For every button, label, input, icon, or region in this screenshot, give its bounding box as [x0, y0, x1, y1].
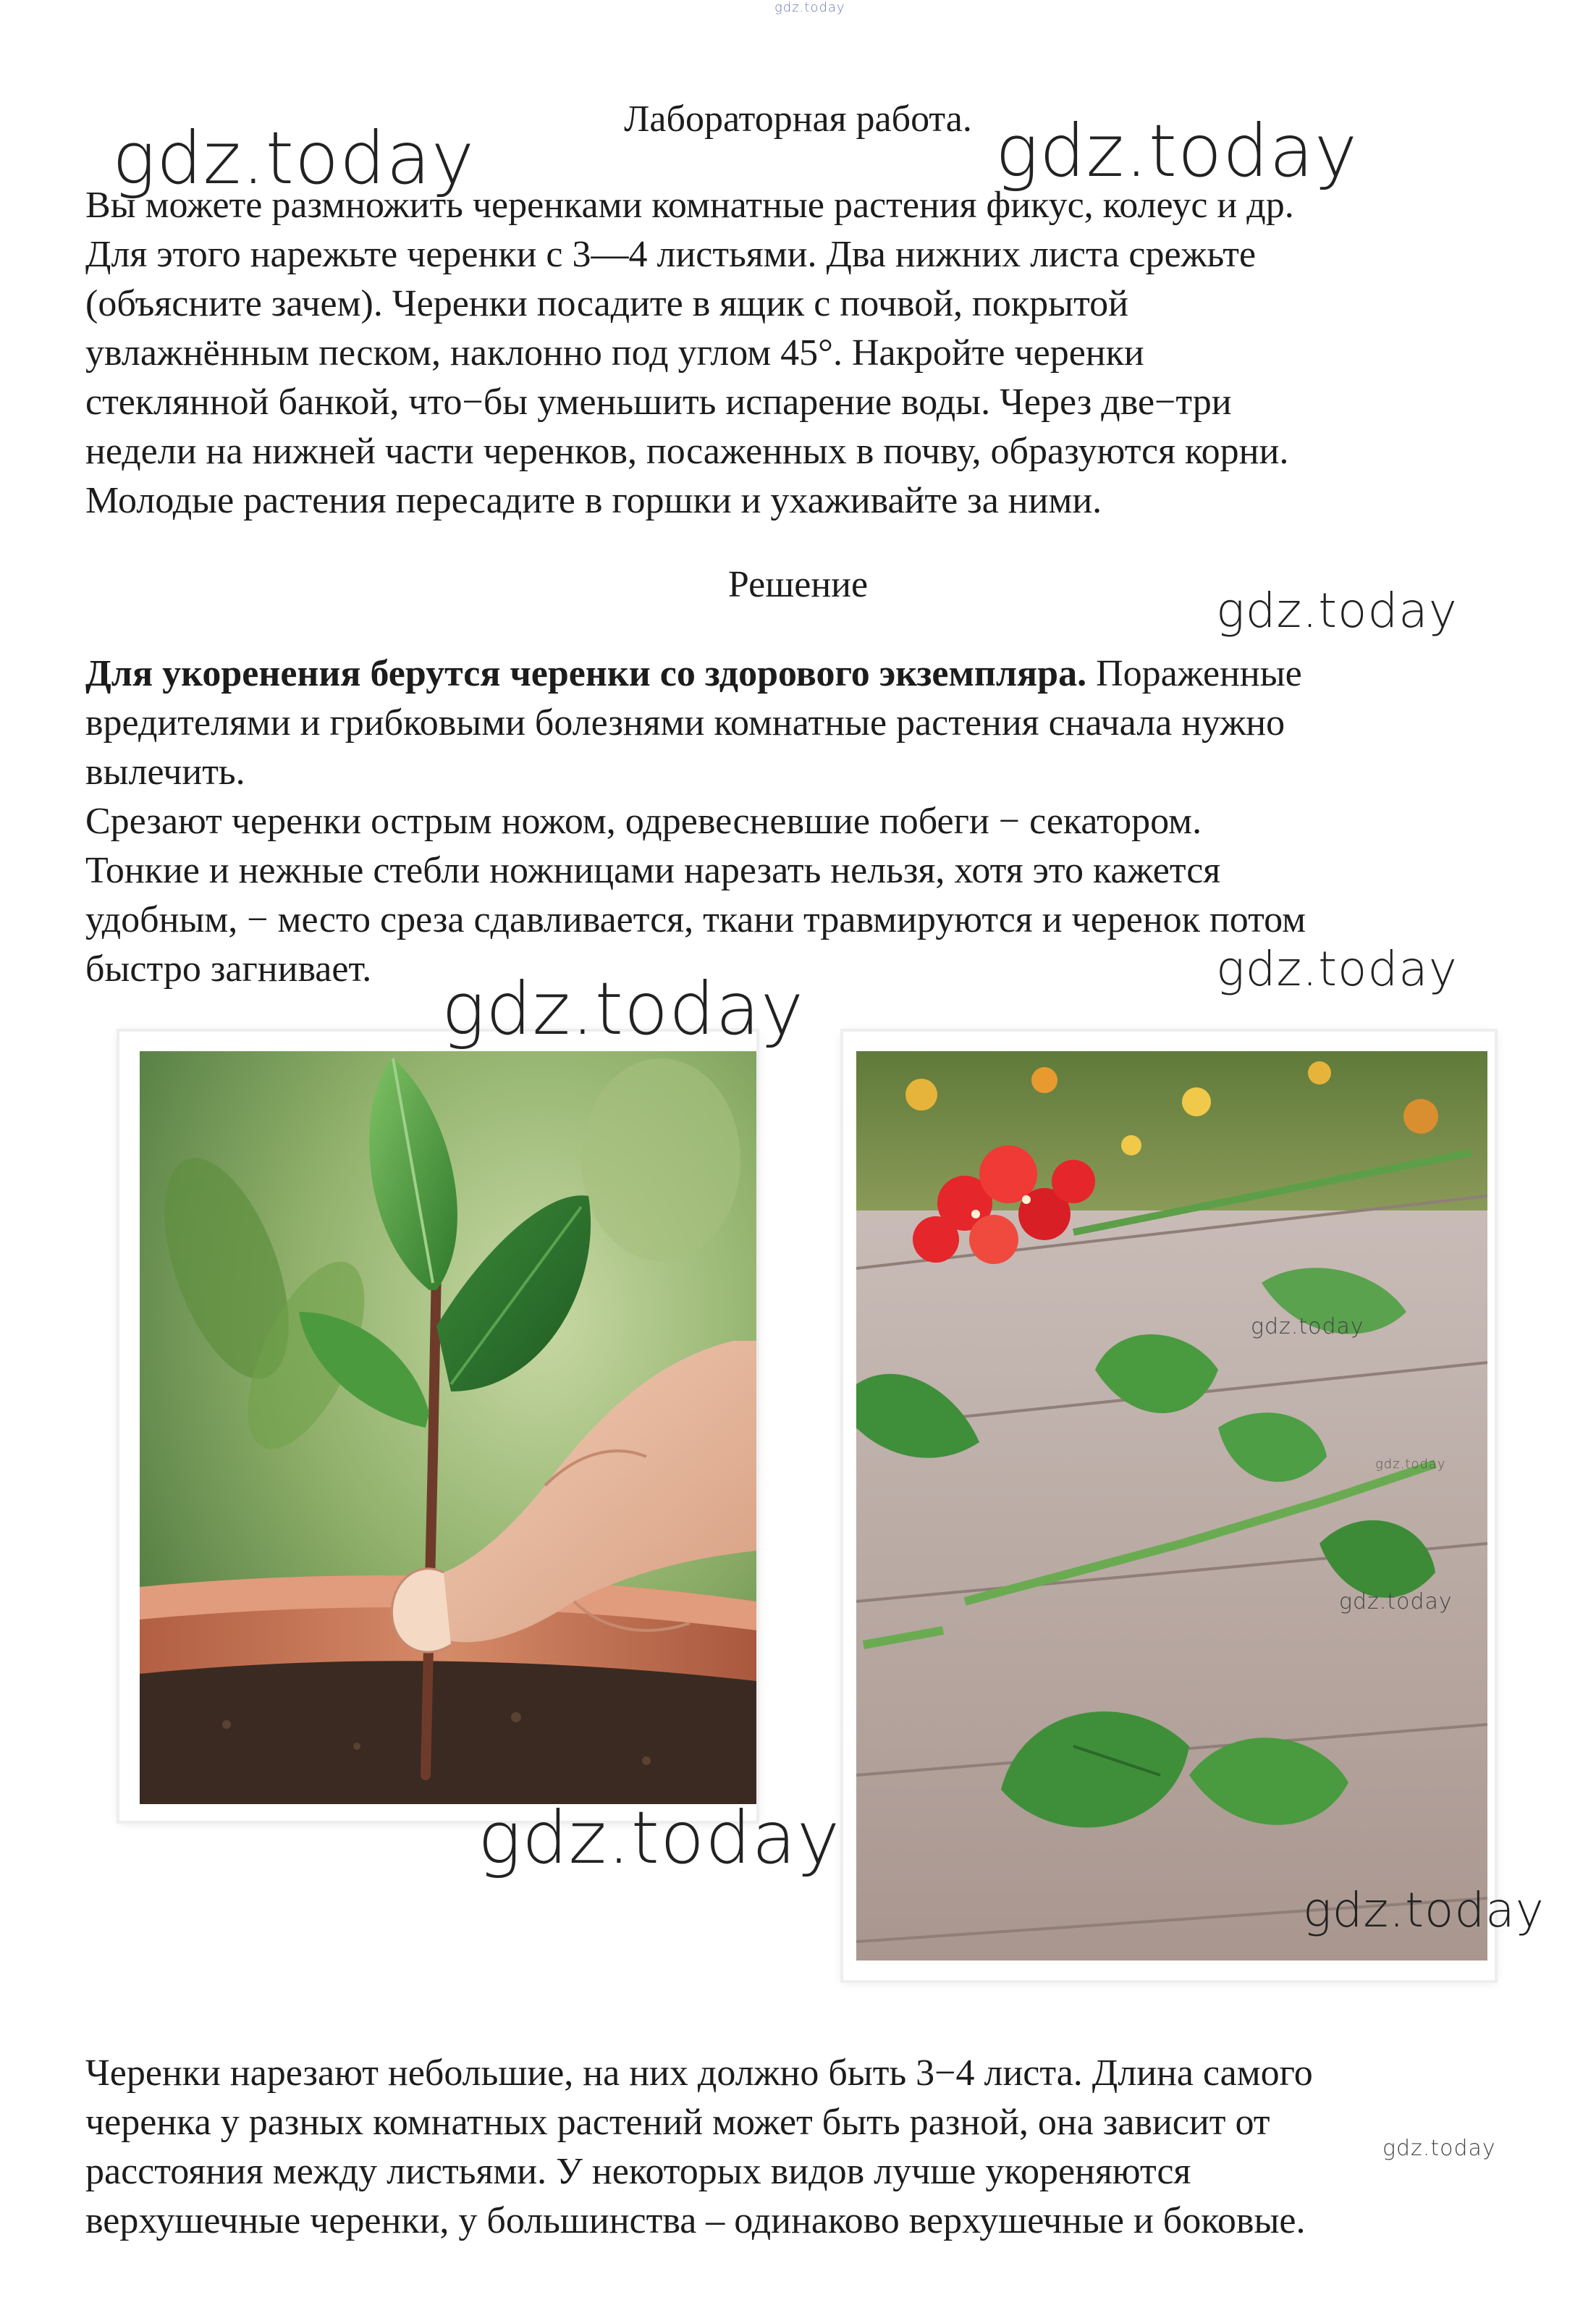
final-line: Черенки нарезают небольшие, на них должно быть 3−4 листа. Длина самого: [85, 2052, 1313, 2094]
task-line: недели на нижней части черенков, посаженных в почву, образуются корни.: [85, 431, 1289, 472]
final-paragraph: [85, 2049, 1526, 2246]
solution-line: вылечить.: [85, 751, 245, 793]
task-line: (объясните зачем). Черенки посадите в ящик с почвой, покрытой: [85, 283, 1128, 324]
final-line: верхушечные черенки, у большинства – одинаково верхушечные и боковые.: [85, 2200, 1306, 2241]
final-line: расстояния между листьями. У некоторых видов лучше укореняются: [85, 2151, 1191, 2192]
watermark: gdz.today: [478, 1795, 841, 1880]
photo-cutting-planting: [119, 1032, 756, 1821]
solution-line: удобным, − место среза сдавливается, ткани травмируются и черенок потом: [85, 899, 1306, 940]
watermark: gdz.today: [995, 109, 1359, 193]
task-line: стеклянной банкой, что−бы уменьшить испарение воды. Через две−три: [85, 382, 1232, 423]
solution-heading: Решение: [727, 564, 869, 605]
geranium-cuttings-image: [856, 1051, 1487, 1960]
task-line: Молодые растения пересадите в горшки и ухаживайте за ними.: [85, 480, 1102, 521]
solution-line: [85, 649, 1526, 699]
task-paragraph: [85, 181, 1526, 526]
solution-line: Срезают черенки острым ножом, одревесневшие побеги − секатором.: [85, 801, 1202, 842]
task-line: Для этого нарежьте черенки с 3—4 листьями. Два нижних листа срежьте: [85, 234, 1257, 275]
solution-bold-lead: Для укоренения берутся черенки со здорового экземпляра.: [85, 653, 1087, 694]
page-title: Лабораторная работа.: [624, 98, 972, 140]
watermark: gdz.today: [1303, 1882, 1545, 1938]
watermark: gdz.today: [112, 116, 476, 201]
watermark: gdz.today: [1251, 1314, 1364, 1339]
photo-geranium-cuttings: [843, 1032, 1495, 1980]
final-line: черенка у разных комнатных растений может быть разной, она зависит от: [85, 2102, 1270, 2143]
top-watermark: gdz.today: [774, 0, 845, 15]
cutting-planting-image: [140, 1051, 756, 1804]
solution-line: быстро загнивает.: [85, 948, 372, 990]
solution-line: Тонкие и нежные стебли ножницами нарезать нельзя, хотя это кажется: [85, 850, 1221, 891]
watermark: gdz.today: [1382, 2136, 1496, 2161]
watermark: gdz.today: [442, 966, 805, 1051]
watermark: gdz.today: [1216, 583, 1458, 639]
watermark: gdz.today: [1339, 1589, 1453, 1614]
solution-line: вредителями и грибковыми болезнями комнатные растения сначала нужно: [85, 702, 1285, 744]
task-line: Вы можете размножить черенками комнатные растения фикус, колеус и др.: [85, 185, 1294, 226]
task-line: увлажнённым песком, наклонно под углом 45°. Накройте черенки: [85, 332, 1144, 374]
solution-line-rest: Пораженные: [1086, 653, 1302, 694]
watermark: gdz.today: [1216, 941, 1458, 997]
watermark: gdz.today: [1375, 1457, 1446, 1472]
